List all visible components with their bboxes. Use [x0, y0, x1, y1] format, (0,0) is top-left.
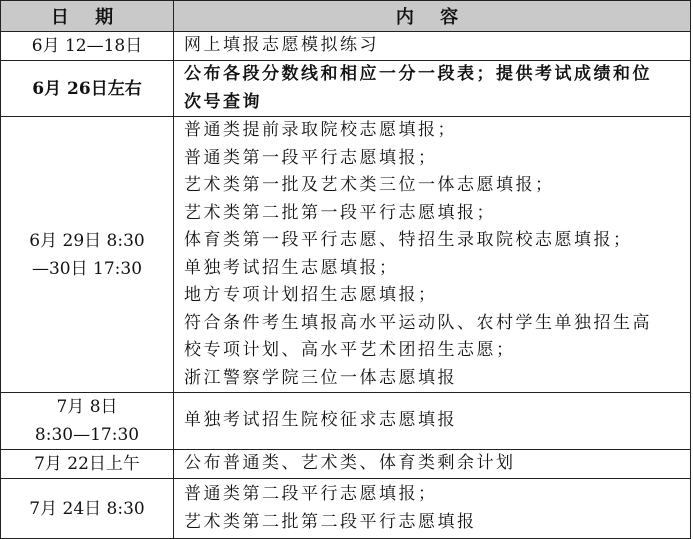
- table-row: [1, 450, 691, 479]
- table-row: [1, 393, 691, 450]
- header-date: 日 期: [1, 1, 174, 32]
- row-date: 6月 26日左右: [1, 61, 174, 117]
- row-content: 普通类第二段平行志愿填报； 艺术类第二批第二段平行志愿填报: [174, 479, 691, 539]
- row-content: 单独考试招生院校征求志愿填报: [174, 393, 691, 450]
- header-content: 内 容: [174, 1, 691, 32]
- row-date: 6月 12—18日: [1, 32, 174, 61]
- table-row: [1, 479, 691, 539]
- row-date: 7月 24日 8:30: [1, 479, 174, 539]
- row-date: 7月 8日 8:30—17:30: [1, 393, 174, 450]
- row-content: 普通类提前录取院校志愿填报； 普通类第一段平行志愿填报； 艺术类第一批及艺术类三位一体志愿填报； 艺术类第二批第一段平行志愿填报； 体育类第一段平行志愿、特招生录取院校志愿填报； 单独考试招生志愿填报； 地方专项计划招生志愿填报； 符合条件考生填报高水平运动队、农村学生单独招生高 校专项计划、高水平艺术团招生志愿； 浙江警察学院三位一体志愿填报: [174, 117, 691, 393]
- table-header-row: [1, 1, 691, 32]
- table-row: [1, 61, 691, 117]
- row-content: 公布各段分数线和相应一分一段表；提供考试成绩和位 次号查询: [174, 61, 691, 117]
- table-row: [1, 32, 691, 61]
- row-date: 6月 29日 8:30 —30日 17:30: [1, 117, 174, 393]
- row-content: 网上填报志愿模拟练习: [174, 32, 691, 61]
- row-content: 公布普通类、艺术类、体育类剩余计划: [174, 450, 691, 479]
- table-row: [1, 117, 691, 393]
- row-date: 7月 22日上午: [1, 450, 174, 479]
